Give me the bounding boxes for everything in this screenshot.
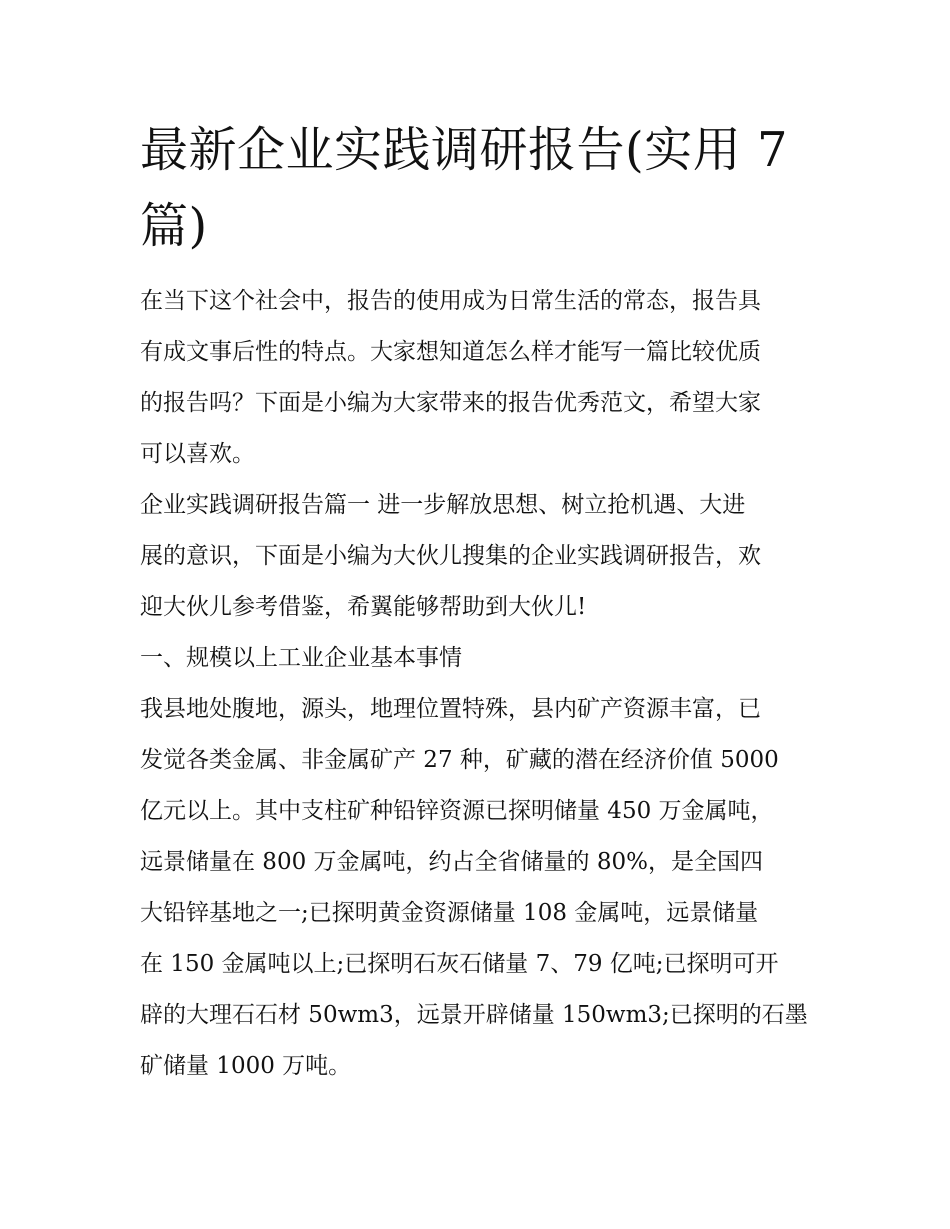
text-line: 辟的大理石石材 50wm3，远景开辟储量 150wm3;已探明的石墨	[140, 1002, 808, 1028]
text-line: 可以喜欢。	[140, 441, 255, 467]
text-line: 企业实践调研报告篇一 进一步解放思想、树立抢机遇、大进	[140, 492, 746, 518]
text-line: 发觉各类金属、非金属矿产 27 种，矿藏的潜在经济价值 5000	[140, 747, 779, 773]
text-line: 矿储量 1000 万吨。	[140, 1053, 352, 1079]
title-line: 最新企业实践调研报告(实用 7	[140, 122, 789, 178]
text-line: 我县地处腹地，源头，地理位置特殊，县内矿产资源丰富，已	[140, 696, 761, 722]
page-title	[140, 112, 830, 264]
text-line: 在当下这个社会中，报告的使用成为日常生活的常态，报告具	[140, 288, 761, 314]
document-body	[140, 276, 820, 1092]
text-line: 有成文事后性的特点。大家想知道怎么样才能写一篇比较优质	[140, 339, 761, 365]
text-line: 大铅锌基地之一;已探明黄金资源储量 108 金属吨，远景储量	[140, 900, 759, 926]
text-line: 在 150 金属吨以上;已探明石灰石储量 7、79 亿吨;已探明可开	[140, 951, 779, 977]
title-line: 篇)	[140, 198, 208, 254]
text-line: 的报告吗？下面是小编为大家带来的报告优秀范文，希望大家	[140, 390, 761, 416]
text-line: 远景储量在 800 万金属吨，约占全省储量的 80%，是全国四	[140, 849, 763, 875]
text-line: 展的意识，下面是小编为大伙儿搜集的企业实践调研报告，欢	[140, 543, 761, 569]
section-heading: 一、规模以上工业企业基本事情	[140, 645, 462, 671]
text-line: 亿元以上。其中支柱矿种铅锌资源已探明储量 450 万金属吨，	[140, 798, 774, 824]
text-line: 迎大伙儿参考借鉴，希翼能够帮助到大伙儿!	[140, 594, 587, 620]
